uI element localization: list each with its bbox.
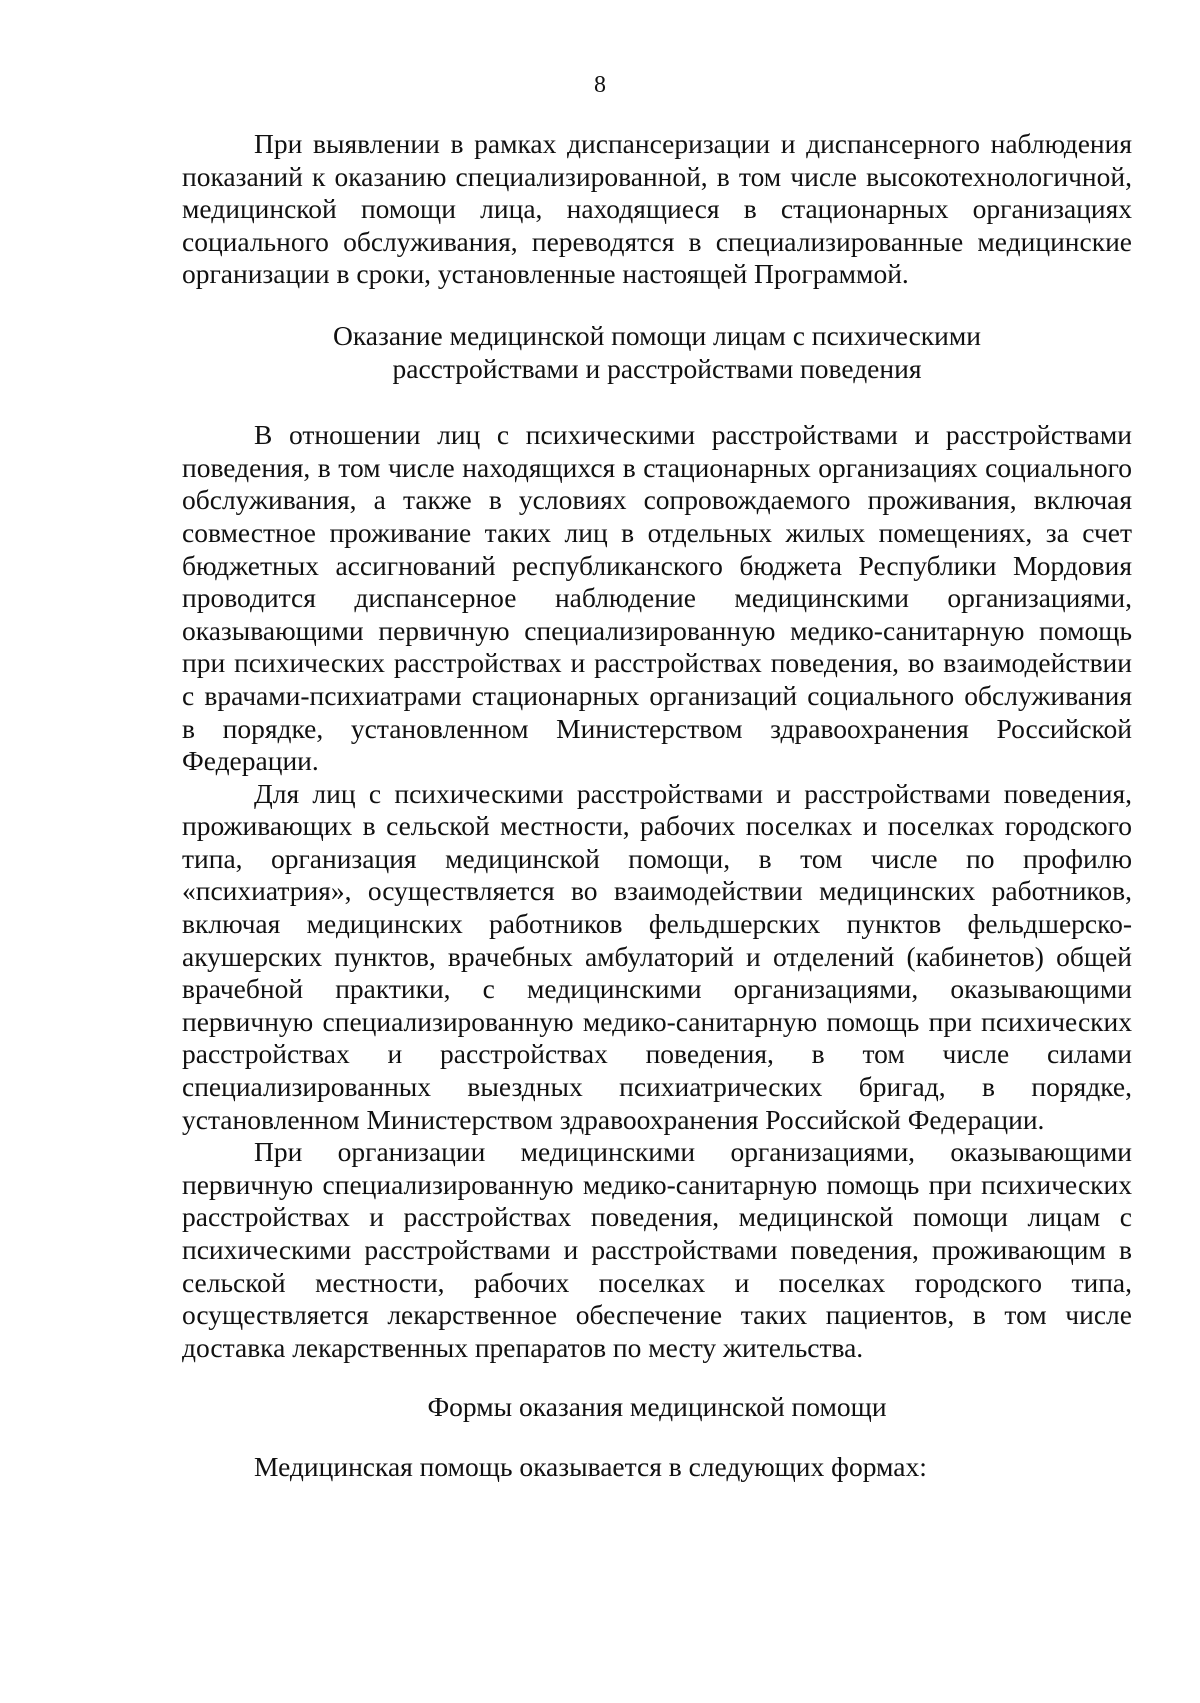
section-heading-forms-of-care: Формы оказания медицинской помощи <box>427 1391 887 1423</box>
paragraph-forms-intro: Медицинская помощь оказывается в следующих формах: <box>254 1450 927 1482</box>
section-heading-line-2: расстройствами и расстройствами поведения <box>392 352 922 384</box>
paragraph-dispensary-observation: В отношении лиц с психическими расстройствами и расстройствами поведения, в том числе находящихся в стационарных организациях социального обслуживания, а также в условиях сопровождаемого проживания, включая совместное проживание таких лиц в отдельных жилых помещениях, за счет бюджетных ассигнований республиканского бюджета Республики Мордовия проводится диспансерное наблюдение медицинскими организациями, оказывающими первичную специализированную медико-санитарную помощь при психических расстройствах и расстройствах поведения, во взаимодействии с врачами-психиатрами стационарных организаций социального обслуживания в порядке, установленном Министерством здравоохранения Российской Федерации. <box>182 419 1132 777</box>
section-heading-mental-disorders <box>182 320 1132 385</box>
paragraph-rural-organization: Для лиц с психическими расстройствами и расстройствами поведения, проживающих в сельской местности, рабочих поселках и поселках городского типа, организация медицинской помощи, в том числе по профилю «психиатрия», осуществляется во взаимодействии медицинских работников, включая медицинских работников фельдшерских пунктов фельдшерско-акушерских пунктов, врачебных амбулаторий и отделений (кабинетов) общей врачебной практики, с медицинскими организациями, оказывающими первичную специализированную медико-санитарную помощь при психических расстройствах и расстройствах поведения, в том числе силами специализированных выездных психиатрических бригад, в порядке, установленном Министерством здравоохранения Российской Федерации. <box>182 777 1132 1135</box>
paragraph-drug-provision: При организации медицинскими организациями, оказывающими первичную специализированную медико-санитарную помощь при психических расстройствах и расстройствах поведения, медицинской помощи лицам с психическими расстройствами и расстройствами поведения, проживающим в сельской местности, рабочих поселках и поселках городского типа, осуществляется лекарственное обеспечение таких пациентов, в том числе доставка лекарственных препаратов по месту жительства. <box>182 1136 1132 1363</box>
document-body <box>182 128 1132 1484</box>
page-number: 8 <box>594 72 606 98</box>
paragraph-transfer-to-specialized-care: При выявлении в рамках диспансеризации и диспансерного наблюдения показаний к оказанию специализированной, в том числе высокотехнологичной, медицинской помощи лица, находящиеся в стационарных организациях социального обслуживания, переводятся в специализированные медицинские организации в сроки, установленные настоящей Программой. <box>182 128 1132 290</box>
section-heading-line-1: Оказание медицинской помощи лицам с психическими <box>332 319 982 351</box>
